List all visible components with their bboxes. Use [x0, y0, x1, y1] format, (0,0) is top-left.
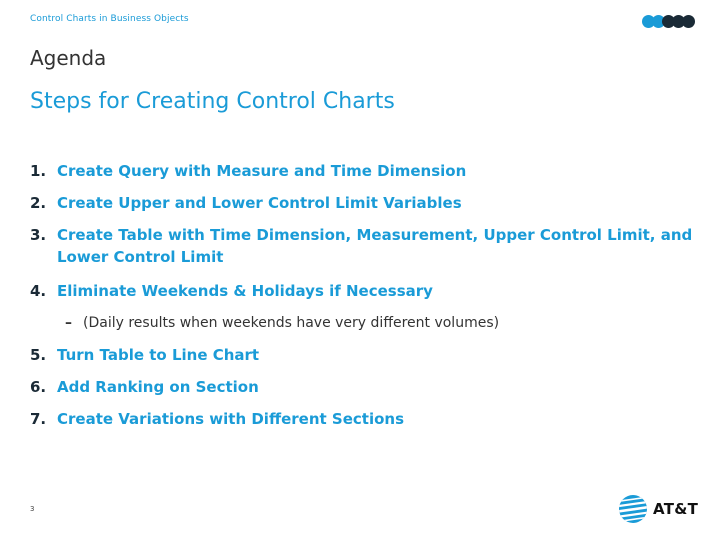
step-number: 2. [30, 194, 47, 212]
list-item [30, 160, 700, 182]
list-item [30, 408, 700, 430]
step-text: Create Table with Time Dimension, Measurement, Upper Control Limit, and Lower Control Limit [57, 226, 693, 266]
step-text: Turn Table to Line Chart [57, 346, 260, 364]
sub-list-item [65, 312, 665, 334]
step-text: Eliminate Weekends & Holidays if Necessary [57, 282, 433, 300]
list-item [30, 344, 700, 366]
step-number: 3. [30, 226, 47, 244]
sub-item-text: (Daily results when weekends have very different volumes) [83, 315, 500, 331]
step-text: Add Ranking on Section [57, 378, 259, 396]
logo-text: AT&T [653, 500, 699, 518]
list-item [30, 224, 700, 268]
list-item [30, 376, 700, 398]
page-title: Steps for Creating Control Charts [30, 89, 395, 114]
progress-dot [682, 15, 695, 28]
step-text: Create Query with Measure and Time Dimension [57, 162, 467, 180]
list-item [30, 280, 700, 302]
step-text: Create Upper and Lower Control Limit Variables [57, 194, 462, 212]
step-text: Create Variations with Different Sections [57, 410, 405, 428]
sub-bullet: – [65, 315, 72, 331]
step-number: 6. [30, 378, 47, 396]
page-number: 3 [30, 505, 35, 513]
step-number: 1. [30, 162, 47, 180]
step-number: 5. [30, 346, 47, 364]
step-number: 7. [30, 410, 47, 428]
step-number: 4. [30, 282, 47, 300]
att-globe-icon [618, 494, 648, 524]
section-title: Agenda [30, 46, 107, 70]
list-item [30, 192, 700, 214]
header-text: Control Charts in Business Objects [30, 14, 189, 24]
